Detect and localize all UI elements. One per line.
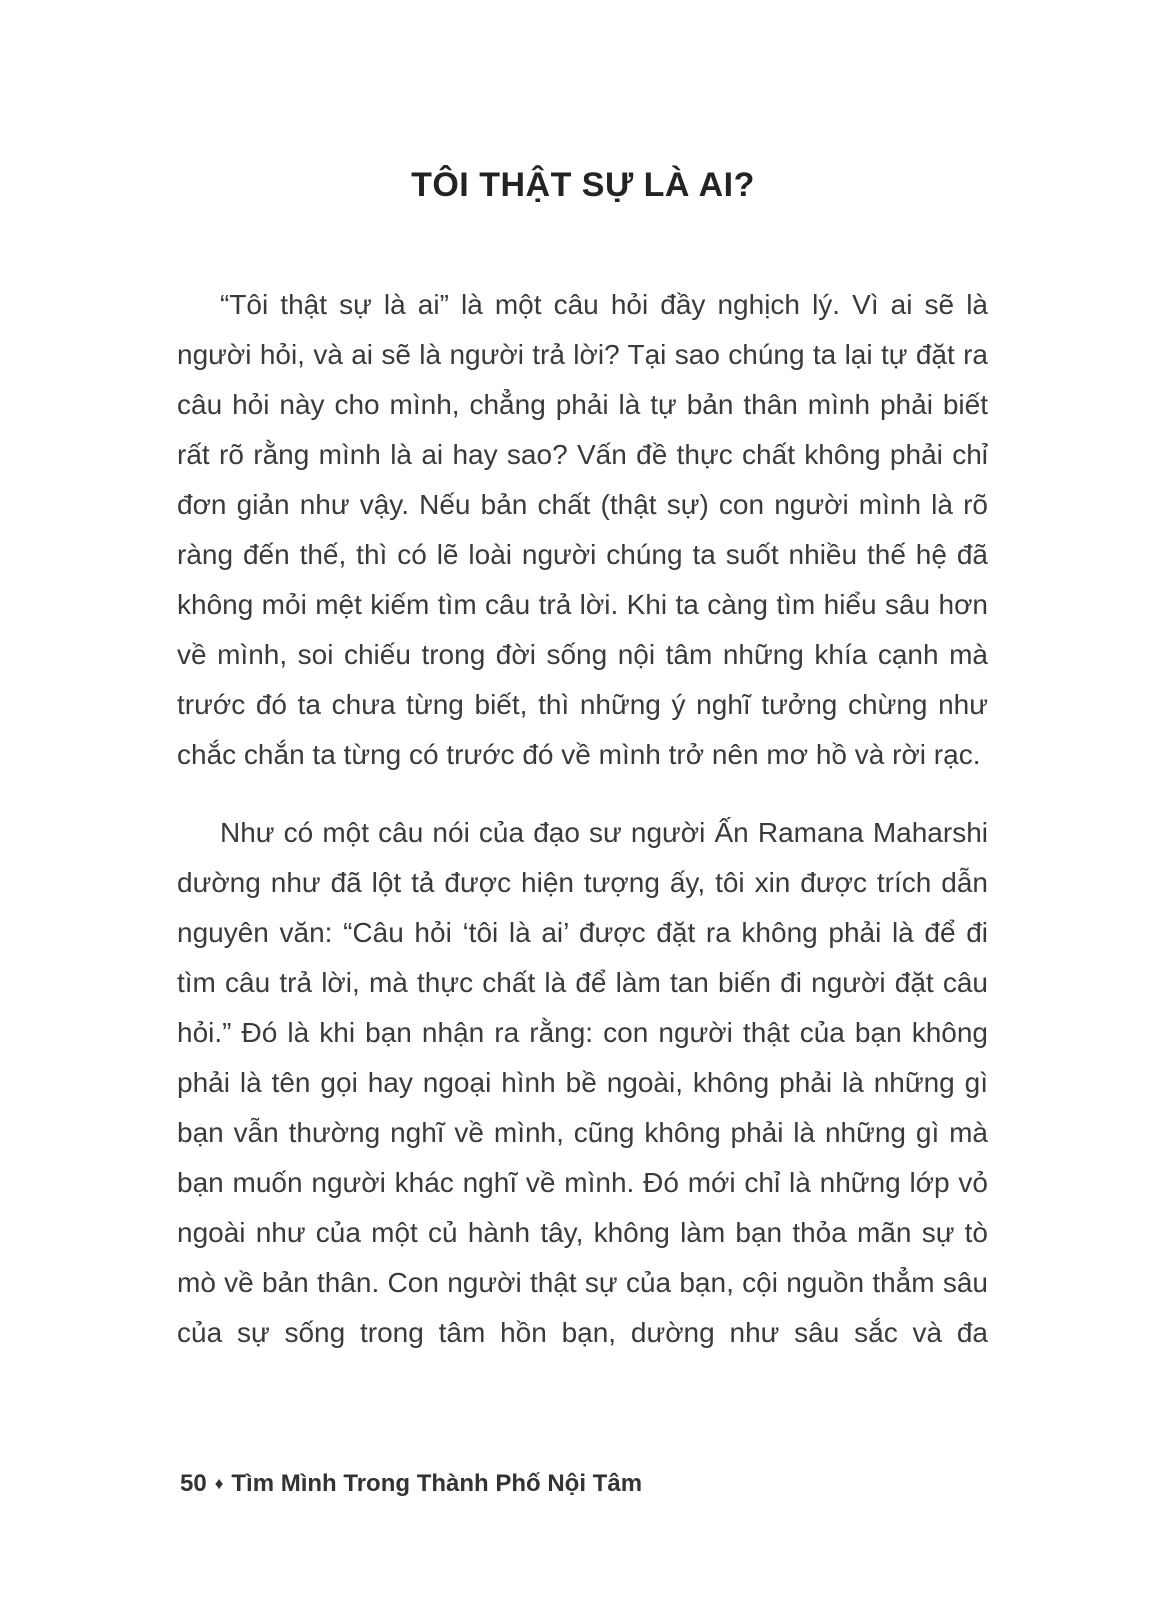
chapter-title: TÔI THẬT SỰ LÀ AI? <box>411 166 755 204</box>
page-footer <box>180 1470 642 1498</box>
paragraph: “Tôi thật sự là ai” là một câu hỏi đầy nghịch lý. Vì ai sẽ là người hỏi, và ai sẽ là người trả lời? Tại sao chúng ta lại tự đặt ra câu hỏi này cho mình, chẳng phải là tự bản thân mình phải biết rất rõ rằng mình là ai hay sao? Vấn đề thực chất không phải chỉ đơn giản như vậy. Nếu bản chất (thật sự) con người mình là rõ ràng đến thế, thì có lẽ loài người chúng ta suốt nhiều thế hệ đã không mỏi mệt kiếm tìm câu trả lời. Khi ta càng tìm hiểu sâu hơn về mình, soi chiếu trong đời sống nội tâm những khía cạnh mà trước đó ta chưa từng biết, thì những ý nghĩ tưởng chừng như chắc chắn ta từng có trước đó về mình trở nên mơ hồ và rời rạc. <box>177 289 988 770</box>
diamond-separator-icon: ♦ <box>214 1474 224 1493</box>
paragraph: Như có một câu nói của đạo sư người Ấn Ramana Maharshi dường như đã lột tả được hiện tượng ấy, tôi xin được trích dẫn nguyên văn: “Câu hỏi ‘tôi là ai’ được đặt ra không phải là để đi tìm câu trả lời, mà thực chất là để làm tan biến đi người đặt câu hỏi.” Đó là khi bạn nhận ra rằng: con người thật của bạn không phải là tên gọi hay ngoại hình bề ngoài, không phải là những gì bạn vẫn thường nghĩ về mình, cũng không phải là những gì mà bạn muốn người khác nghĩ về mình. Đó mới chỉ là những lớp vỏ ngoài như của một củ hành tây, không làm bạn thỏa mãn sự tò mò về bản thân. Con người thật sự của bạn, cội nguồn thẳm sâu của sự sống trong tâm hồn bạn, dường như sâu sắc và đa <box>177 817 988 1348</box>
body-text <box>177 280 988 1386</box>
book-title: Tìm Mình Trong Thành Phố Nội Tâm <box>231 1470 643 1497</box>
page-number: 50 <box>180 1470 207 1497</box>
